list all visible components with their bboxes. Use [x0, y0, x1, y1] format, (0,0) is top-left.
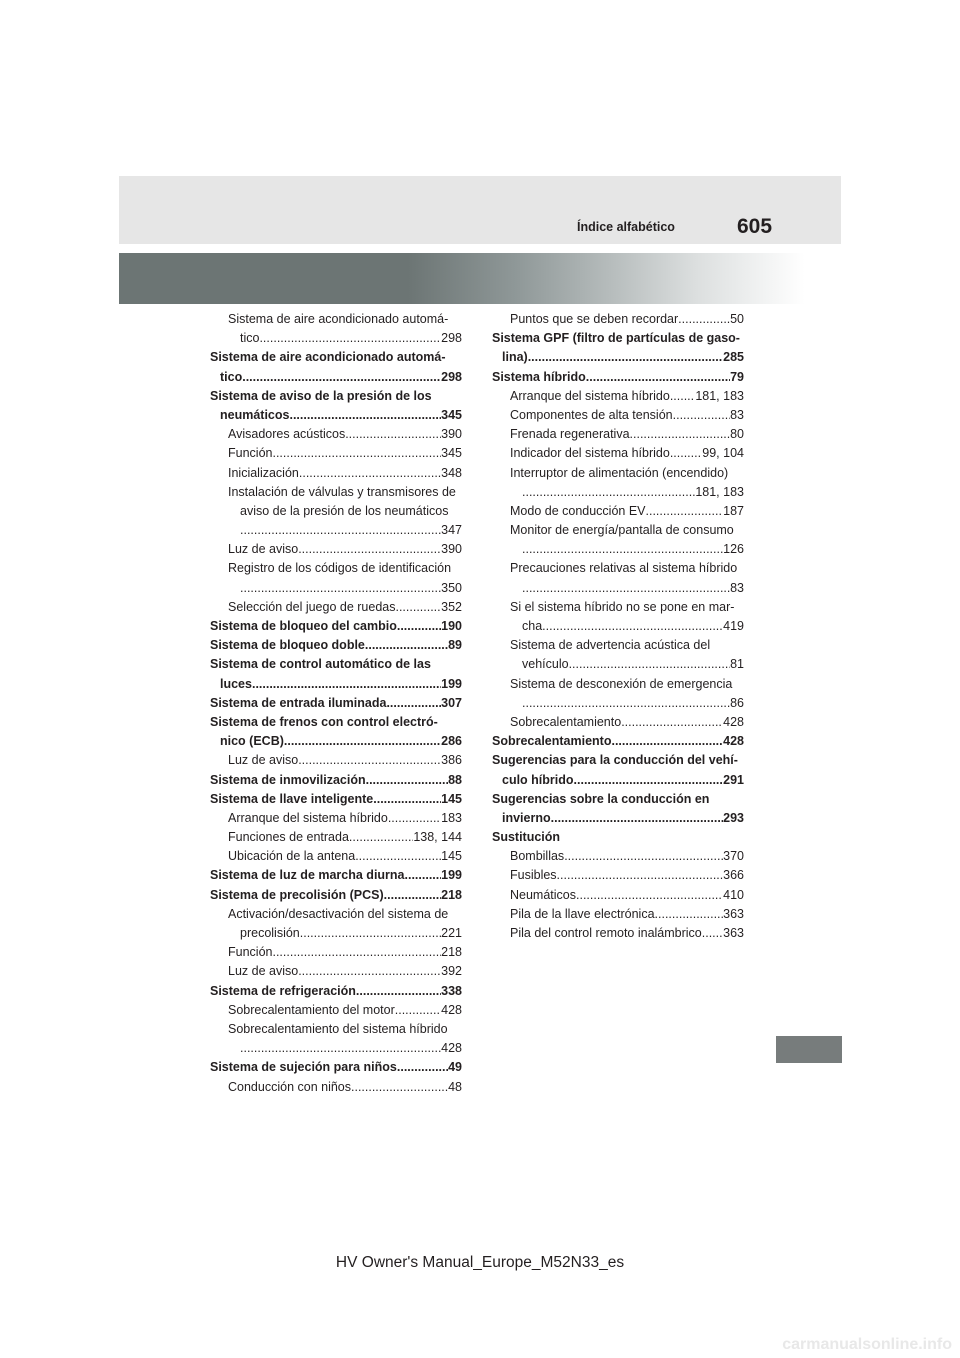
- dot-leader: [349, 828, 413, 847]
- dot-leader: [522, 579, 730, 598]
- entry-text: Sistema de aire acondicionado automá-: [210, 350, 446, 365]
- entry-text: Sobrecalentamiento del motor: [228, 1002, 395, 1017]
- index-entry: [492, 732, 744, 751]
- index-subentry: [492, 464, 744, 483]
- dot-leader: [298, 751, 441, 770]
- entry-text: Funciones de entrada: [228, 830, 349, 845]
- entry-text: Conducción con niños: [228, 1079, 351, 1094]
- page-ref: 285: [723, 350, 744, 365]
- page-ref: 428: [441, 1041, 462, 1056]
- index-subentry: [492, 559, 744, 578]
- page-ref: 307: [441, 695, 462, 710]
- entry-text: Selección del juego de ruedas: [228, 599, 396, 614]
- index-entry: [210, 675, 462, 694]
- entry-text: Sistema híbrido: [492, 369, 586, 384]
- dot-leader: [259, 329, 441, 348]
- index-subentry: [210, 540, 462, 559]
- page-ref: 181, 183: [695, 388, 744, 403]
- page-ref: 363: [723, 926, 744, 940]
- entry-text: Sistema de luz de marcha diurna: [210, 868, 405, 883]
- page-ref: 428: [723, 714, 744, 729]
- page-ref: 293: [723, 810, 744, 825]
- page-ref: 99, 104: [702, 446, 744, 461]
- entry-text: lina): [502, 350, 528, 365]
- entry-text: Si el sistema híbrido no se pone en mar-: [510, 599, 735, 614]
- index-entry: [210, 982, 462, 1001]
- entry-text: Sugerencias sobre la conducción en: [492, 791, 710, 806]
- index-subentry: [210, 559, 462, 578]
- dot-leader: [384, 886, 441, 905]
- entry-text: Sistema de desconexión de emergencia: [510, 676, 733, 691]
- index-column-right: [492, 310, 744, 943]
- page-ref: 48: [448, 1079, 462, 1094]
- index-subentry: [210, 521, 462, 540]
- dot-leader: [522, 483, 695, 502]
- page-ref: 390: [441, 427, 462, 442]
- index-subentry: [492, 713, 744, 732]
- header-band: [119, 176, 841, 244]
- index-subentry: [210, 425, 462, 444]
- watermark-logo: [580, 1334, 952, 1354]
- page-ref: 89: [448, 638, 462, 653]
- entry-text: vehículo: [522, 657, 569, 672]
- dot-leader: [397, 617, 441, 636]
- dot-leader: [386, 694, 441, 713]
- page-number: 605: [737, 215, 773, 238]
- entry-text: Sistema de llave inteligente: [210, 791, 374, 806]
- index-subentry: [492, 924, 744, 943]
- index-entry: [210, 886, 462, 905]
- dot-leader: [522, 540, 723, 559]
- index-subentry: [492, 579, 744, 598]
- page-ref: 138, 144: [413, 830, 462, 845]
- index-entry: [492, 809, 744, 828]
- entry-text: Sistema de aviso de la presión de los: [210, 388, 432, 403]
- index-subentry: [492, 675, 744, 694]
- entry-text: Precauciones relativas al sistema híbrido: [510, 561, 738, 576]
- entry-text: Sistema de precolisión (PCS): [210, 887, 384, 902]
- entry-text: Avisadores acústicos: [228, 427, 346, 442]
- index-subentry: [492, 905, 744, 924]
- dot-leader: [678, 310, 730, 329]
- entry-text: Sobrecalentamiento: [492, 734, 612, 749]
- entry-text: Sistema de refrigeración: [210, 983, 356, 998]
- entry-text: Luz de aviso: [228, 753, 299, 768]
- index-subentry: [210, 943, 462, 962]
- page-ref: 80: [730, 427, 744, 442]
- entry-text: cha: [522, 619, 543, 633]
- page-ref: 370: [723, 849, 744, 864]
- entry-text: Bombillas: [510, 849, 565, 864]
- page-ref: 338: [441, 983, 462, 998]
- dot-leader: [272, 943, 441, 962]
- dot-leader: [272, 444, 441, 463]
- entry-text: Puntos que se deben recordar: [510, 312, 679, 326]
- index-entry: [210, 866, 462, 885]
- index-subentry: [210, 310, 462, 329]
- index-entry: [210, 406, 462, 425]
- entry-text: tico: [220, 369, 243, 384]
- dot-leader: [366, 771, 448, 790]
- entry-text: aviso de la presión de los neumáticos: [240, 503, 449, 518]
- page-ref: 83: [730, 580, 744, 595]
- page-ref: 298: [441, 369, 462, 384]
- index-subentry: [210, 579, 462, 598]
- index-entry: [210, 348, 462, 367]
- dot-leader: [240, 579, 441, 598]
- page-ref: 363: [723, 906, 744, 921]
- section-title: Índice alfabético: [577, 220, 675, 234]
- entry-text: Luz de aviso: [228, 542, 299, 557]
- page-ref: 428: [441, 1002, 462, 1017]
- dot-leader: [551, 809, 724, 828]
- page-ref: 419: [723, 619, 744, 633]
- index-subentry: [492, 655, 744, 674]
- page-ref: 181, 183: [695, 484, 744, 499]
- index-subentry: [492, 866, 744, 885]
- dot-leader: [240, 521, 441, 540]
- index-subentry: [210, 751, 462, 770]
- dot-leader: [355, 847, 441, 866]
- dot-leader: [576, 886, 723, 905]
- index-entry: [210, 694, 462, 713]
- entry-text: Registro de los códigos de identificación: [228, 561, 452, 576]
- index-subentry: [492, 483, 744, 502]
- dot-leader: [646, 502, 724, 521]
- footer-text: HV Owner's Manual_Europe_M52N33_es: [335, 1254, 625, 1271]
- dot-leader: [557, 866, 724, 885]
- index-entry: [492, 368, 744, 387]
- index-entry: [210, 732, 462, 751]
- index-subentry: [492, 886, 744, 905]
- dot-leader: [299, 464, 441, 483]
- index-subentry: [210, 962, 462, 981]
- dot-leader: [630, 425, 731, 444]
- index-entry: [492, 790, 744, 809]
- page-ref: 187: [723, 503, 744, 518]
- index-subentry: [210, 1039, 462, 1058]
- entry-text: Sugerencias para la conducción del vehí-: [492, 753, 738, 768]
- dot-leader: [298, 540, 441, 559]
- dot-leader: [397, 1058, 448, 1077]
- index-subentry: [492, 636, 744, 655]
- entry-text: Sistema de bloqueo doble: [210, 638, 365, 653]
- index-entry: [492, 329, 744, 348]
- dot-leader: [298, 962, 441, 981]
- page-ref: 386: [441, 753, 462, 768]
- page-ref: 390: [441, 542, 462, 557]
- entry-text: Ubicación de la antena: [228, 849, 356, 864]
- index-subentry: [210, 483, 462, 502]
- page-ref: 347: [441, 523, 462, 538]
- entry-text: Sobrecalentamiento: [510, 714, 622, 729]
- entry-text: Interruptor de alimentación (encendido): [510, 465, 729, 480]
- dot-leader: [395, 598, 441, 617]
- dot-leader: [528, 348, 723, 367]
- entry-text: Sistema de inmovilización: [210, 772, 366, 787]
- entry-text: Función: [228, 446, 273, 461]
- page-ref: 79: [730, 369, 744, 384]
- index-subentry: [492, 387, 744, 406]
- index-subentry: [492, 444, 744, 463]
- index-subentry: [492, 847, 744, 866]
- index-entry: [492, 771, 744, 790]
- index-entry: [492, 348, 744, 367]
- entry-text: Modo de conducción EV: [510, 503, 646, 518]
- entry-text: Activación/desactivación del sistema de: [228, 906, 449, 921]
- page-ref: 145: [441, 791, 462, 806]
- index-entry: [210, 387, 462, 406]
- entry-text: Pila del control remoto inalámbrico: [510, 926, 702, 940]
- entry-text: Sistema de aire acondicionado automá-: [228, 312, 449, 326]
- page-ref: 86: [730, 695, 744, 710]
- dot-leader: [405, 866, 442, 885]
- page-ref: 350: [441, 580, 462, 595]
- dot-leader: [522, 694, 730, 713]
- dot-leader: [252, 675, 441, 694]
- index-entry: [210, 790, 462, 809]
- entry-text: Arranque del sistema híbrido: [228, 810, 388, 825]
- dot-leader: [388, 809, 441, 828]
- index-subentry: [210, 444, 462, 463]
- entry-text: invierno: [502, 810, 551, 825]
- index-subentry: [210, 329, 462, 348]
- entry-text: Componentes de alta tensión: [510, 407, 673, 422]
- entry-text: Neumáticos: [510, 887, 576, 902]
- dot-leader: [395, 1001, 441, 1020]
- index-subentry: [210, 1020, 462, 1039]
- entry-text: Función: [228, 945, 273, 960]
- index-subentry: [210, 809, 462, 828]
- index-entry: [210, 713, 462, 732]
- dot-leader: [670, 444, 702, 463]
- page-ref: 392: [441, 964, 462, 979]
- dot-leader: [284, 732, 441, 751]
- page-ref: 81: [730, 657, 744, 672]
- dot-leader: [702, 924, 723, 943]
- index-entry: [210, 1058, 462, 1077]
- dot-leader: [621, 713, 723, 732]
- entry-text: Indicador del sistema híbrido: [510, 446, 670, 461]
- dot-leader: [351, 1078, 448, 1097]
- index-subentry: [210, 828, 462, 847]
- index-subentry: [492, 521, 744, 540]
- index-subentry: [492, 406, 744, 425]
- page-ref: 366: [723, 868, 744, 883]
- page-ref: 88: [448, 772, 462, 787]
- dot-leader: [670, 387, 696, 406]
- dot-leader: [611, 732, 723, 751]
- header-gradient-bar: [119, 253, 841, 304]
- index-subentry: [492, 425, 744, 444]
- entry-text: neumáticos: [220, 407, 290, 422]
- index-entry: [210, 771, 462, 790]
- page-ref: 345: [441, 446, 462, 461]
- entry-text: Monitor de energía/pantalla de consumo: [510, 523, 734, 538]
- entry-text: Sistema de sujeción para niños: [210, 1060, 397, 1075]
- page-ref: 345: [441, 407, 462, 422]
- page-ref: 199: [441, 676, 462, 691]
- page-ref: 50: [730, 312, 744, 326]
- entry-text: luces: [220, 676, 252, 691]
- page-ref: 199: [441, 868, 462, 883]
- dot-leader: [586, 368, 730, 387]
- page-ref: 291: [723, 772, 744, 787]
- page-ref: 286: [441, 734, 462, 749]
- page-ref: 190: [441, 619, 462, 633]
- dot-leader: [242, 368, 441, 387]
- index-subentry: [210, 1078, 462, 1097]
- entry-text: culo híbrido: [502, 772, 574, 787]
- entry-text: Sistema de bloqueo del cambio: [210, 619, 397, 633]
- page-ref: 298: [441, 331, 462, 346]
- entry-text: Sistema de control automático de las: [210, 657, 431, 672]
- index-entry: [210, 636, 462, 655]
- entry-text: tico: [240, 331, 260, 346]
- page-ref: 83: [730, 407, 744, 422]
- dot-leader: [289, 406, 441, 425]
- index-subentry: [210, 598, 462, 617]
- index-subentry: [492, 617, 744, 636]
- dot-leader: [300, 924, 441, 943]
- dot-leader: [569, 655, 731, 674]
- dot-leader: [365, 636, 448, 655]
- entry-text: Sistema GPF (filtro de partículas de gaso-: [492, 331, 740, 346]
- index-subentry: [210, 502, 462, 521]
- page-ref: 410: [723, 887, 744, 902]
- entry-text: Inicialización: [228, 465, 299, 480]
- entry-text: Sustitución: [492, 830, 561, 845]
- index-column-left: [210, 310, 462, 1097]
- index-subentry: [210, 924, 462, 943]
- page-ref: 221: [441, 926, 462, 940]
- index-entry: [210, 617, 462, 636]
- entry-text: Pila de la llave electrónica: [510, 906, 655, 921]
- index-subentry: [492, 502, 744, 521]
- dot-leader: [574, 771, 724, 790]
- entry-text: Fusibles: [510, 868, 557, 883]
- index-subentry: [210, 464, 462, 483]
- index-entry: [492, 751, 744, 770]
- index-subentry: [210, 905, 462, 924]
- page-ref: 49: [448, 1060, 462, 1075]
- entry-text: nico (ECB): [220, 734, 284, 749]
- index-entry: [492, 828, 744, 847]
- index-side-tab: [776, 1036, 842, 1063]
- page-ref: 145: [441, 849, 462, 864]
- entry-text: Luz de aviso: [228, 964, 299, 979]
- dot-leader: [373, 790, 441, 809]
- entry-text: Frenada regenerativa: [510, 427, 630, 442]
- page-ref: 126: [723, 542, 744, 557]
- dot-leader: [655, 905, 724, 924]
- entry-text: Sistema de frenos con control electró-: [210, 714, 438, 729]
- index-subentry: [492, 540, 744, 559]
- entry-text: precolisión: [240, 926, 300, 940]
- page-ref: 348: [441, 465, 462, 480]
- page-ref: 428: [723, 734, 744, 749]
- index-subentry: [210, 1001, 462, 1020]
- watermark-text: carmanualsonline.info: [782, 1336, 952, 1353]
- page-ref: 218: [441, 887, 462, 902]
- entry-text: Arranque del sistema híbrido: [510, 388, 670, 403]
- dot-leader: [356, 982, 441, 1001]
- index-entry: [210, 655, 462, 674]
- dot-leader: [564, 847, 723, 866]
- entry-text: Instalación de válvulas y transmisores de: [228, 484, 456, 499]
- index-subentry: [492, 310, 744, 329]
- index-subentry: [492, 598, 744, 617]
- page-ref: 352: [441, 599, 462, 614]
- page-ref: 218: [441, 945, 462, 960]
- dot-leader: [345, 425, 441, 444]
- index-entry: [210, 368, 462, 387]
- dot-leader: [673, 406, 730, 425]
- entry-text: Sobrecalentamiento del sistema híbrido: [228, 1021, 448, 1036]
- index-subentry: [210, 847, 462, 866]
- page-ref: 183: [441, 810, 462, 825]
- dot-leader: [240, 1039, 441, 1058]
- index-subentry: [492, 694, 744, 713]
- dot-leader: [542, 617, 723, 636]
- entry-text: Sistema de entrada iluminada: [210, 695, 387, 710]
- entry-text: Sistema de advertencia acústica del: [510, 638, 711, 653]
